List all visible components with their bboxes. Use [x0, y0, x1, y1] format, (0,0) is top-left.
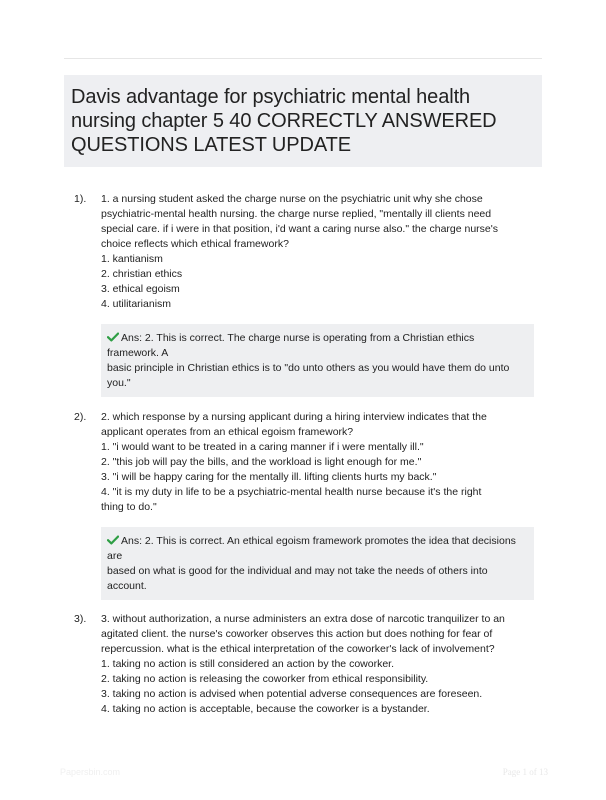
- answer-option: 4. "it is my duty in life to be a psychiatric-mental health nurse because it's the right thing to do.": [101, 486, 485, 513]
- answer-line: Ans: 2. This is correct. An ethical egoism framework promotes the idea that decisions are: [107, 535, 516, 562]
- title-banner: [64, 75, 542, 167]
- answer-option: 2. taking no action is releasing the coworker from ethical responsibility.: [101, 673, 429, 685]
- answer-line: based on what is good for the individual and may not take the needs of others into account.: [107, 565, 488, 592]
- question-text: 1. a nursing student asked the charge nurse on the psychiatric unit why she chose psychiatric-mental health nursing. the charge nurse replied, "mentally ill clients need special care. if i were in that position, i'd want a caring nurse also." the charge nurse's choice reflects which ethical framework?: [101, 193, 501, 250]
- question-number: 2).: [74, 411, 87, 423]
- answer-option: 3. taking no action is advised when potential adverse consequences are foreseen.: [101, 688, 483, 700]
- answer-option: 3. "i will be happy caring for the mentally ill. lifting clients hurts my back.": [101, 471, 437, 483]
- answer-option: 2. "this job will pay the bills, and the workload is light enough for me.": [101, 456, 422, 468]
- answer-line: basic principle in Christian ethics is to "do unto others as you would have them do unto you.": [107, 362, 510, 389]
- answer-option: 1. "i would want to be treated in a caring manner if i were mentally ill.": [101, 441, 424, 453]
- question-body: [101, 410, 506, 515]
- check-icon: [107, 332, 119, 342]
- page-number: Page 1 of 13: [502, 767, 548, 777]
- question-number: 3).: [74, 613, 87, 625]
- question-3: [74, 612, 544, 717]
- question-body: [101, 612, 506, 717]
- question-1: [74, 192, 544, 397]
- answer-box: [101, 527, 534, 600]
- answer-box: [101, 324, 534, 397]
- answer-line: Ans: 2. This is correct. The charge nurse is operating from a Christian ethics framework. A: [107, 332, 475, 359]
- top-divider: [64, 58, 542, 59]
- question-text: 3. without authorization, a nurse administers an extra dose of narcotic tranquilizer to an agitated client. the nurse's coworker observes this action but does nothing for fear of repercussion. what is the ethical interpretation of the coworker's lack of involvement?: [101, 613, 508, 655]
- question-text: 2. which response by a nursing applicant during a hiring interview indicates that the applicant operates from an ethical egoism framework?: [101, 411, 490, 438]
- answer-option: 4. taking no action is acceptable, because the coworker is a bystander.: [101, 703, 430, 715]
- question-body: [101, 192, 506, 312]
- question-number: 1).: [74, 193, 87, 205]
- page-title: Davis advantage for psychiatric mental health nursing chapter 5 40 CORRECTLY ANSWERED QUESTIONS LATEST UPDATE: [71, 86, 497, 156]
- answer-option: 1. taking no action is still considered an action by the coworker.: [101, 658, 394, 670]
- answer-option: 2. christian ethics: [101, 268, 183, 280]
- question-2: [74, 410, 544, 600]
- check-icon: [107, 535, 119, 545]
- answer-option: 3. ethical egoism: [101, 283, 180, 295]
- answer-option: 1. kantianism: [101, 253, 163, 265]
- answer-option: 4. utilitarianism: [101, 298, 172, 310]
- footer-watermark: Papersbin.com: [60, 767, 121, 777]
